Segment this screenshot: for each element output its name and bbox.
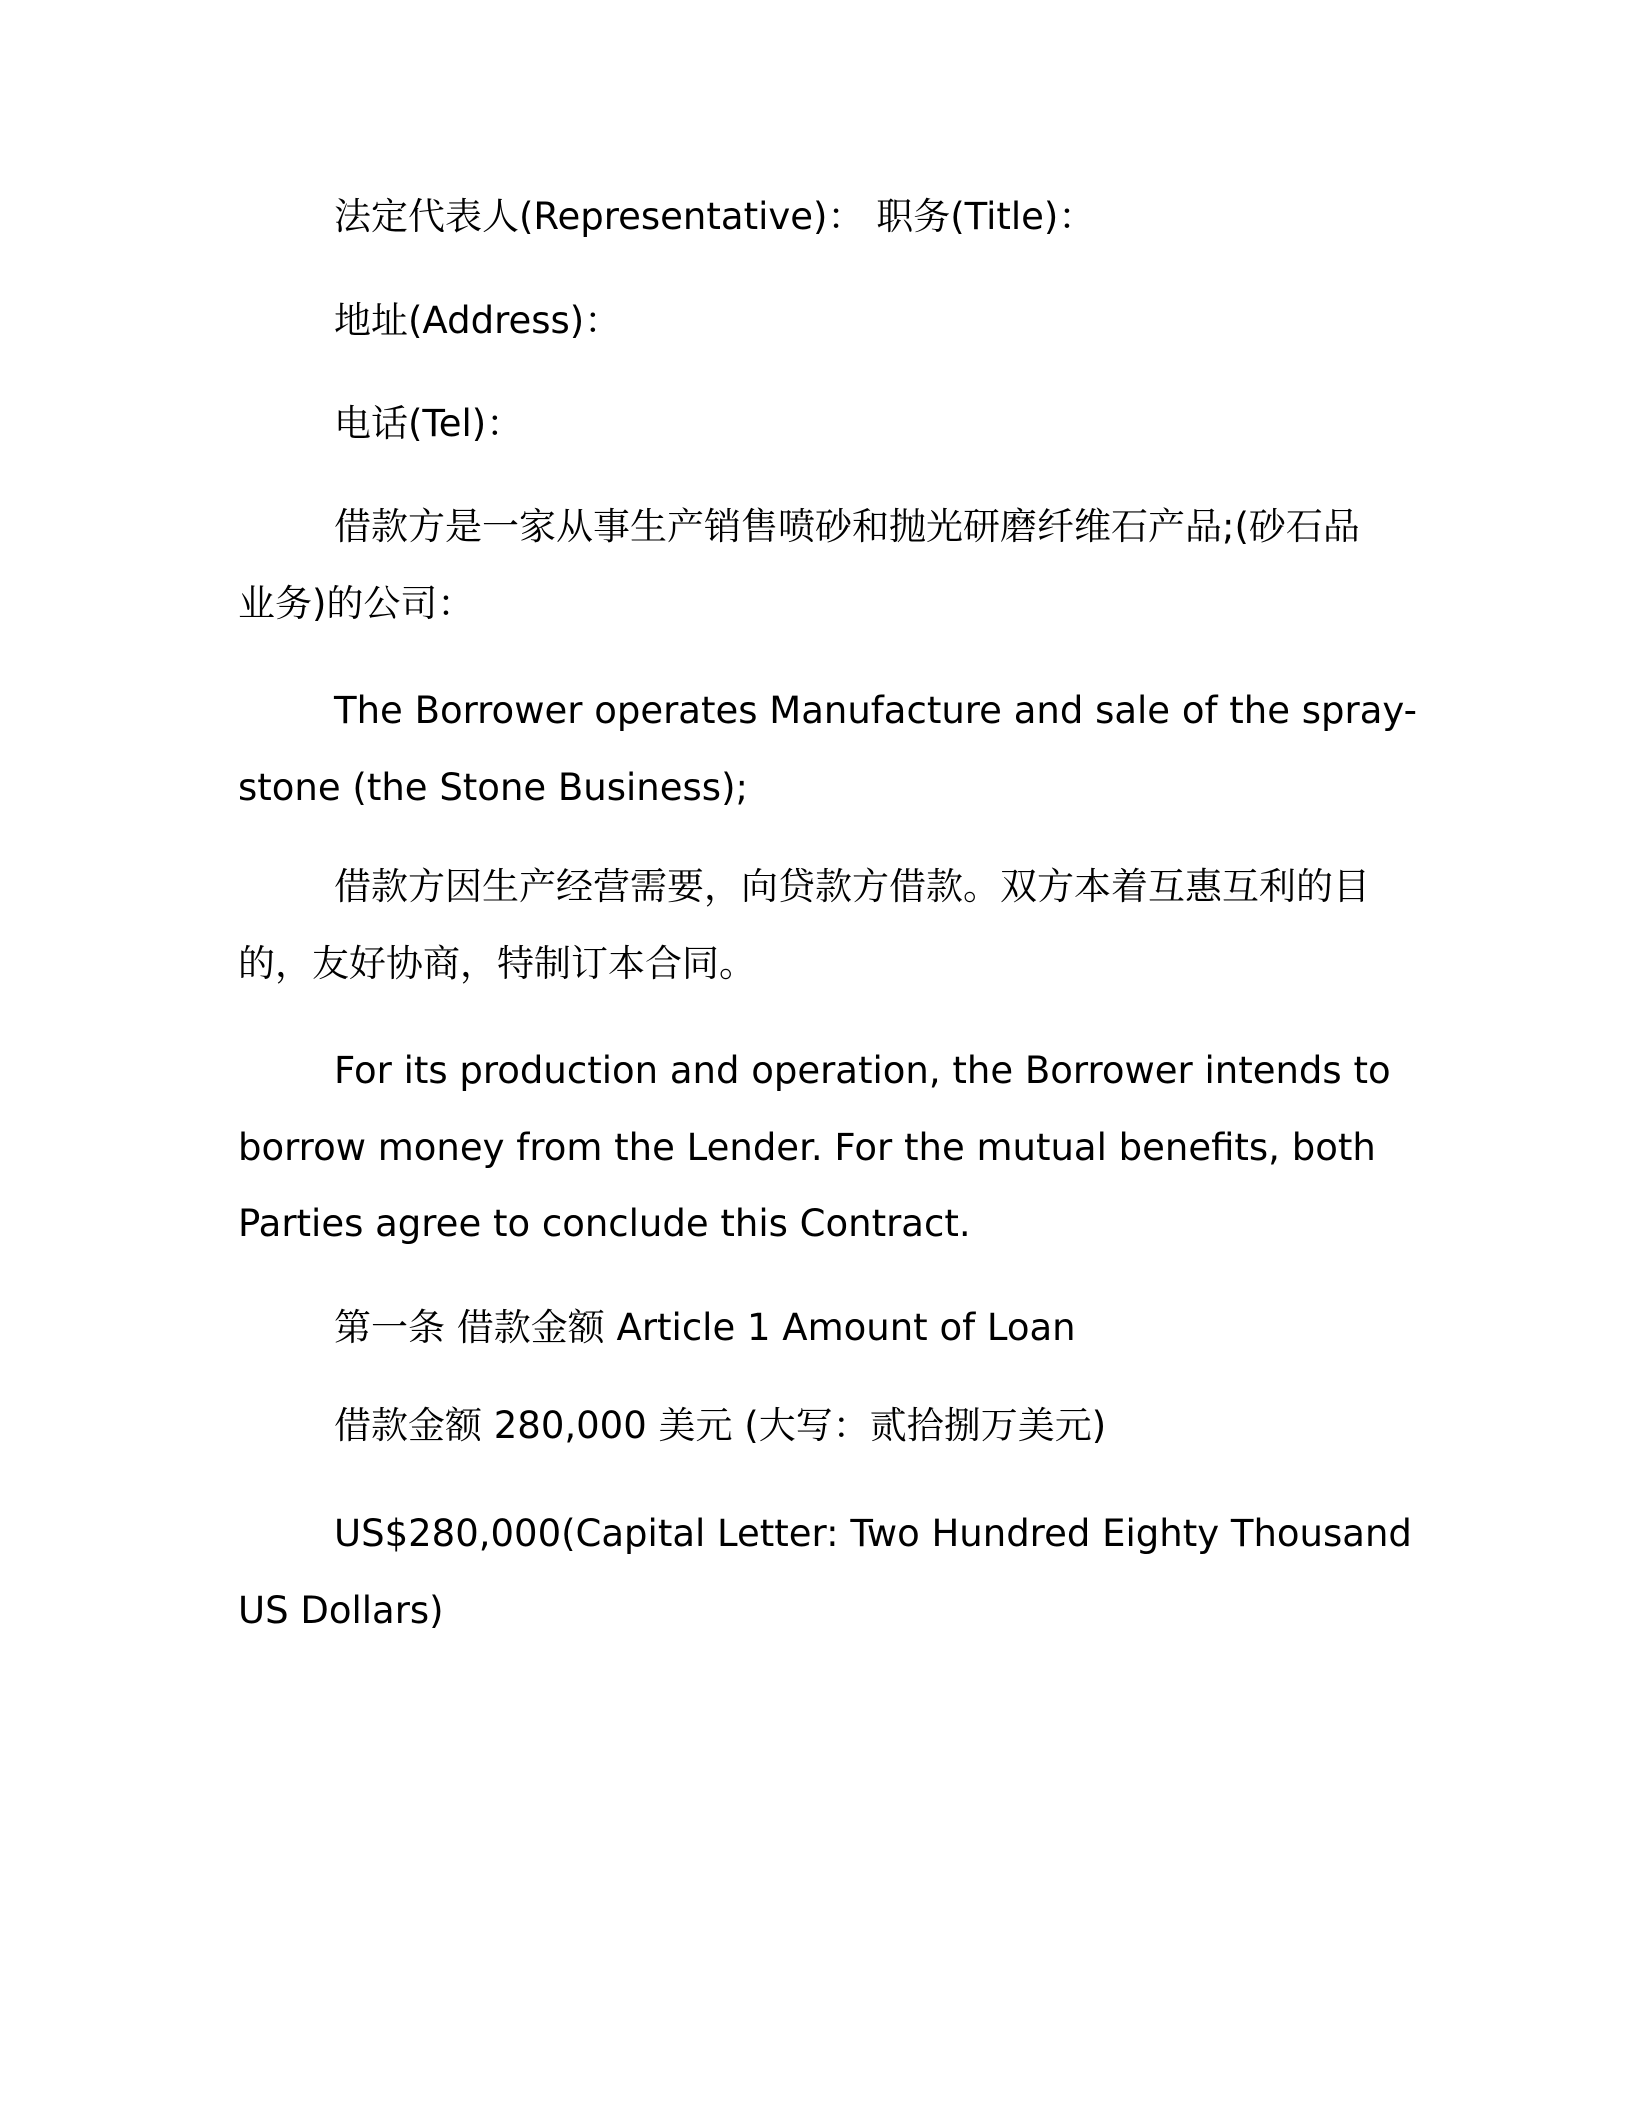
purpose-cn-line-1: 借款方因生产经营需要，向贷款方借款。双方本着互惠互利的目 <box>334 865 1370 908</box>
purpose-en-line-2: borrow money from the Lender. For the mutual benefits, both <box>238 1126 1376 1169</box>
article1-heading: 第一条 借款金额 Article 1 Amount of Loan <box>334 1306 1076 1349</box>
borrower-cn-line-1: 借款方是一家从事生产销售喷砂和抛光研磨纤维石产品;(砂石品 <box>334 505 1360 548</box>
representative-line: 法定代表人(Representative)： 职务(Title)： <box>334 195 1096 238</box>
address-line: 地址(Address)： <box>334 299 622 342</box>
purpose-en-line-3: Parties agree to conclude this Contract. <box>238 1202 971 1245</box>
tel-line: 电话(Tel)： <box>334 402 524 445</box>
borrower-en-line-1: The Borrower operates Manufacture and sale of the spray- <box>334 689 1417 732</box>
amount-en-line-2: US Dollars) <box>238 1589 444 1632</box>
amount-cn-line: 借款金额 280,000 美元 (大写：贰拾捌万美元) <box>334 1404 1107 1447</box>
amount-en-line-1: US$280,000(Capital Letter: Two Hundred Eighty Thousand <box>334 1512 1412 1555</box>
borrower-cn-line-2: 业务)的公司： <box>238 582 475 625</box>
purpose-en-line-1: For its production and operation, the Borrower intends to <box>334 1049 1391 1092</box>
borrower-en-line-2: stone (the Stone Business); <box>238 766 748 809</box>
purpose-cn-line-2: 的，友好协商，特制订本合同。 <box>238 942 756 985</box>
